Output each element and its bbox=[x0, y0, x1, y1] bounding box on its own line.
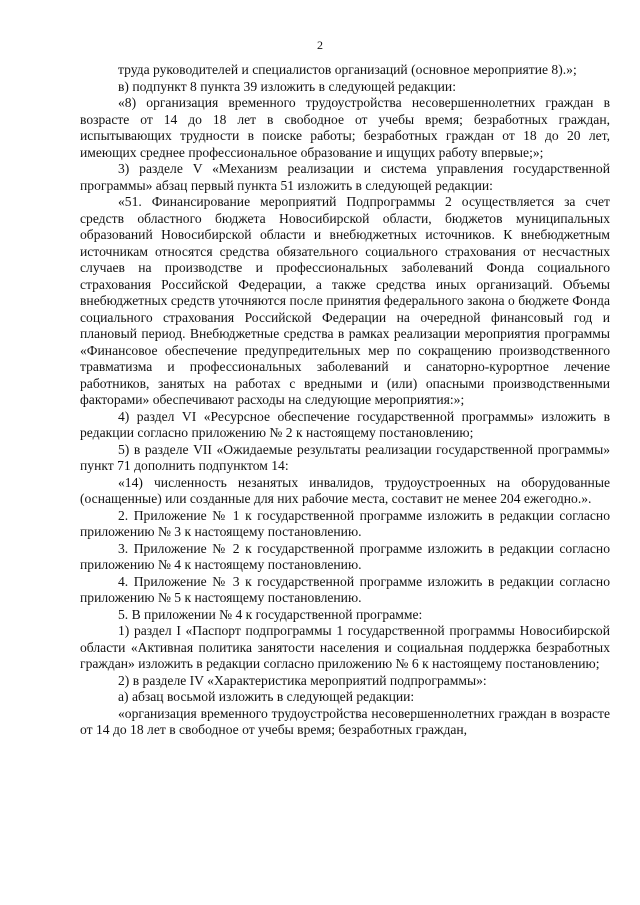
paragraph: 1) раздел I «Паспорт подпрограммы 1 государственной программы Новосибирской области «Активная политика занятости населения и социальная поддержка безработных граждан» изложить в редакции согласно приложению № 6 к настоящему постановлению; bbox=[80, 623, 610, 671]
paragraph: 3. Приложение № 2 к государственной программе изложить в редакции согласно приложению № 4 к настоящему постановлению. bbox=[80, 540, 610, 572]
paragraph: 5. В приложении № 4 к государственной программе: bbox=[118, 606, 423, 622]
paragraph: 3) разделе V «Механизм реализации и система управления государственной программы» абзац первый пункта 51 изложить в следующей редакции: bbox=[80, 161, 610, 193]
paragraph: «организация временного трудоустройства несовершеннолетних граждан в возрасте от 14 до 18 лет в свободное от учебы время; безработных граждан, bbox=[80, 705, 610, 737]
paragraph: а) абзац восьмой изложить в следующей редакции: bbox=[118, 689, 415, 704]
paragraph: «8) организация временного трудоустройства несовершеннолетних граждан в возрасте от 14 до 18 лет в свободное от учебы время; безработных граждан, испытывающих трудности в поиске работы; безработных граждан от 18 до 20 лет, имеющих среднее профессиональное образование и ищущих работу впервые;»; bbox=[80, 95, 610, 160]
paragraph: труда руководителей и специалистов организаций (основное мероприятие 8).»; bbox=[118, 62, 577, 77]
page-number: 2 bbox=[317, 38, 323, 52]
paragraph: «51. Финансирование мероприятий Подпрограммы 2 осуществляется за счет средств областного бюджета Новосибирской области, бюджетов муниципальных образований Новосибирской области и внебюджетных источников. К внебюджетным источникам относятся средства обязательного социального страхования от несчастных случаев на производстве и профессиональных заболеваний Фонда социального страхования Российской Федерации, а также средства иных организаций. Объемы внебюджетных средств уточняются после принятия федерального закона о бюджете Фонда социального страхования Российской Федерации на очередной финансовый год и плановый период. Внебюджетные средства в рамках реализации мероприятия программы «Финансовое обеспечение предупредительных мер по сокращению производственного травматизма и профессиональных заболеваний и санаторно-курортное лечение работников, занятых на работах с вредными и (или) опасными производственными факторами» обеспечивают расходы на следующие мероприятия:»; bbox=[80, 194, 610, 407]
paragraph: 5) в разделе VII «Ожидаемые результаты реализации государственной программы» пункт 71 дополнить подпунктом 14: bbox=[80, 441, 610, 473]
paragraph: 4. Приложение № 3 к государственной программе изложить в редакции согласно приложению № 5 к настоящему постановлению. bbox=[80, 573, 610, 605]
paragraph: «14) численность незанятых инвалидов, трудоустроенных на оборудованные (оснащенные) или созданные для них рабочие места, составит не менее 204 ежегодно.». bbox=[80, 474, 610, 506]
paragraph: в) подпункт 8 пункта 39 изложить в следующей редакции: bbox=[118, 78, 456, 94]
paragraph: 2. Приложение № 1 к государственной программе изложить в редакции согласно приложению № 3 к настоящему постановлению. bbox=[80, 507, 610, 539]
paragraph: 2) в разделе IV «Характеристика мероприятий подпрограммы»: bbox=[118, 672, 487, 688]
paragraph: 4) раздел VI «Ресурсное обеспечение государственной программы» изложить в редакции согласно приложению № 2 к настоящему постановлению; bbox=[80, 408, 610, 440]
document-body bbox=[80, 62, 610, 739]
